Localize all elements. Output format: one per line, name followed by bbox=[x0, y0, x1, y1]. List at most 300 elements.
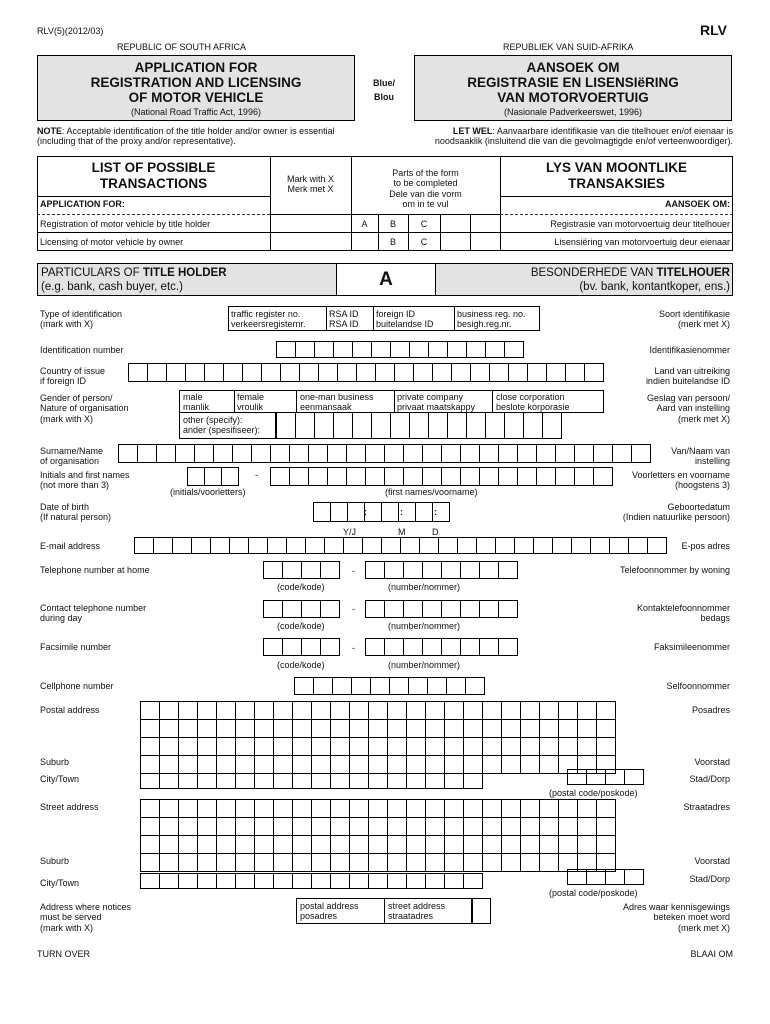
char-box[interactable] bbox=[572, 537, 591, 554]
char-box[interactable] bbox=[499, 561, 518, 579]
char-box[interactable] bbox=[407, 720, 426, 738]
char-box[interactable] bbox=[464, 773, 483, 789]
char-box[interactable] bbox=[414, 363, 433, 382]
first-names-input[interactable] bbox=[270, 467, 613, 486]
char-box[interactable] bbox=[385, 444, 404, 463]
char-box[interactable] bbox=[302, 638, 321, 656]
char-box[interactable] bbox=[369, 738, 388, 756]
char-box[interactable] bbox=[388, 773, 407, 789]
char-box[interactable] bbox=[321, 561, 340, 579]
char-box[interactable] bbox=[179, 756, 198, 774]
char-box[interactable] bbox=[160, 818, 179, 836]
char-box[interactable] bbox=[464, 756, 483, 774]
char-box[interactable] bbox=[505, 341, 524, 358]
char-box[interactable] bbox=[597, 738, 616, 756]
char-box[interactable] bbox=[521, 756, 540, 774]
char-box[interactable] bbox=[502, 854, 521, 872]
char-box[interactable] bbox=[366, 561, 385, 579]
char-box[interactable] bbox=[388, 854, 407, 872]
char-box[interactable] bbox=[445, 818, 464, 836]
char-box[interactable] bbox=[518, 467, 537, 486]
mark-licensing-checkbox[interactable] bbox=[271, 233, 350, 250]
char-box[interactable] bbox=[426, 873, 445, 889]
char-box[interactable] bbox=[283, 638, 302, 656]
char-box[interactable] bbox=[331, 502, 348, 522]
opt-other[interactable]: other (specify): ander (spesifiseer): bbox=[179, 412, 276, 439]
char-box[interactable] bbox=[271, 444, 290, 463]
opt-one-man-business[interactable]: one-man business eenmansaak bbox=[300, 392, 374, 413]
char-box[interactable] bbox=[442, 600, 461, 618]
char-box[interactable] bbox=[255, 773, 274, 789]
char-box[interactable] bbox=[587, 769, 606, 785]
char-box[interactable] bbox=[578, 800, 597, 818]
char-box[interactable] bbox=[480, 467, 499, 486]
char-box[interactable] bbox=[357, 363, 376, 382]
char-box[interactable] bbox=[325, 537, 344, 554]
opt-private-company[interactable]: private company privaat maatskappy bbox=[397, 392, 476, 413]
address-line[interactable] bbox=[141, 738, 616, 756]
char-box[interactable] bbox=[290, 444, 309, 463]
char-box[interactable] bbox=[483, 702, 502, 720]
opt-close-corporation[interactable]: close corporation beslote korporasie bbox=[496, 392, 570, 413]
char-box[interactable] bbox=[447, 677, 466, 695]
char-box[interactable] bbox=[423, 638, 442, 656]
char-box[interactable] bbox=[509, 363, 528, 382]
char-box[interactable] bbox=[464, 854, 483, 872]
char-box[interactable] bbox=[388, 800, 407, 818]
char-box[interactable] bbox=[334, 412, 353, 439]
char-box[interactable] bbox=[217, 800, 236, 818]
char-box[interactable] bbox=[540, 702, 559, 720]
char-box[interactable] bbox=[319, 363, 338, 382]
char-box[interactable] bbox=[211, 537, 230, 554]
char-box[interactable] bbox=[179, 720, 198, 738]
char-box[interactable] bbox=[515, 537, 534, 554]
char-box[interactable] bbox=[160, 738, 179, 756]
other-specify-input[interactable] bbox=[276, 412, 562, 439]
char-box[interactable] bbox=[369, 720, 388, 738]
char-box[interactable] bbox=[255, 702, 274, 720]
char-box[interactable] bbox=[293, 800, 312, 818]
char-box[interactable] bbox=[274, 800, 293, 818]
char-box[interactable] bbox=[314, 677, 333, 695]
char-box[interactable] bbox=[369, 800, 388, 818]
char-box[interactable] bbox=[521, 720, 540, 738]
char-box[interactable] bbox=[236, 720, 255, 738]
char-box[interactable] bbox=[255, 720, 274, 738]
char-box[interactable] bbox=[404, 561, 423, 579]
char-box[interactable] bbox=[312, 702, 331, 720]
char-box[interactable] bbox=[271, 467, 290, 486]
char-box[interactable] bbox=[302, 600, 321, 618]
char-box[interactable] bbox=[483, 836, 502, 854]
char-box[interactable] bbox=[293, 720, 312, 738]
char-box[interactable] bbox=[348, 502, 365, 522]
char-box[interactable] bbox=[217, 818, 236, 836]
char-box[interactable] bbox=[344, 537, 363, 554]
char-box[interactable] bbox=[198, 756, 217, 774]
char-box[interactable] bbox=[578, 738, 597, 756]
char-box[interactable] bbox=[331, 738, 350, 756]
char-box[interactable] bbox=[347, 467, 366, 486]
char-box[interactable] bbox=[502, 800, 521, 818]
char-box[interactable] bbox=[388, 702, 407, 720]
char-box[interactable] bbox=[222, 467, 239, 486]
char-box[interactable] bbox=[553, 537, 572, 554]
char-box[interactable] bbox=[464, 702, 483, 720]
char-box[interactable] bbox=[426, 854, 445, 872]
char-box[interactable] bbox=[445, 800, 464, 818]
char-box[interactable] bbox=[198, 836, 217, 854]
char-box[interactable] bbox=[416, 502, 433, 522]
char-box[interactable] bbox=[423, 561, 442, 579]
char-box[interactable] bbox=[499, 444, 518, 463]
char-box[interactable] bbox=[407, 773, 426, 789]
char-box[interactable] bbox=[388, 818, 407, 836]
char-box[interactable] bbox=[350, 836, 369, 854]
char-box[interactable] bbox=[575, 467, 594, 486]
char-box[interactable] bbox=[388, 873, 407, 889]
char-box[interactable] bbox=[505, 412, 524, 439]
char-box[interactable] bbox=[195, 444, 214, 463]
char-box[interactable] bbox=[321, 638, 340, 656]
char-box[interactable] bbox=[625, 869, 644, 885]
contact-code-input[interactable] bbox=[263, 600, 340, 618]
char-box[interactable] bbox=[274, 873, 293, 889]
char-box[interactable] bbox=[293, 854, 312, 872]
char-box[interactable] bbox=[461, 444, 480, 463]
char-box[interactable] bbox=[353, 412, 372, 439]
char-box[interactable] bbox=[445, 702, 464, 720]
char-box[interactable] bbox=[547, 363, 566, 382]
char-box[interactable] bbox=[521, 800, 540, 818]
char-box[interactable] bbox=[264, 638, 283, 656]
char-box[interactable] bbox=[448, 341, 467, 358]
char-box[interactable] bbox=[410, 412, 429, 439]
char-box[interactable] bbox=[338, 363, 357, 382]
char-box[interactable] bbox=[464, 836, 483, 854]
char-box[interactable] bbox=[388, 720, 407, 738]
char-box[interactable] bbox=[597, 800, 616, 818]
char-box[interactable] bbox=[141, 720, 160, 738]
contact-number-input[interactable] bbox=[365, 600, 518, 618]
char-box[interactable] bbox=[464, 818, 483, 836]
char-box[interactable] bbox=[433, 363, 452, 382]
char-box[interactable] bbox=[464, 873, 483, 889]
char-box[interactable] bbox=[480, 638, 499, 656]
char-box[interactable] bbox=[198, 800, 217, 818]
char-box[interactable] bbox=[483, 818, 502, 836]
char-box[interactable] bbox=[217, 738, 236, 756]
char-box[interactable] bbox=[255, 818, 274, 836]
char-box[interactable] bbox=[366, 467, 385, 486]
char-box[interactable] bbox=[388, 738, 407, 756]
char-box[interactable] bbox=[543, 412, 562, 439]
surname-input[interactable] bbox=[118, 444, 651, 463]
char-box[interactable] bbox=[556, 467, 575, 486]
char-box[interactable] bbox=[578, 818, 597, 836]
char-box[interactable] bbox=[331, 818, 350, 836]
char-box[interactable] bbox=[496, 537, 515, 554]
char-box[interactable] bbox=[186, 363, 205, 382]
char-box[interactable] bbox=[274, 854, 293, 872]
tel-home-number-input[interactable] bbox=[365, 561, 518, 579]
char-box[interactable] bbox=[390, 677, 409, 695]
postal-city-input[interactable] bbox=[140, 773, 483, 789]
char-box[interactable] bbox=[429, 341, 448, 358]
char-box[interactable] bbox=[480, 444, 499, 463]
char-box[interactable] bbox=[464, 800, 483, 818]
char-box[interactable] bbox=[426, 738, 445, 756]
char-box[interactable] bbox=[198, 818, 217, 836]
char-box[interactable] bbox=[328, 467, 347, 486]
char-box[interactable] bbox=[648, 537, 667, 554]
char-box[interactable] bbox=[217, 836, 236, 854]
char-box[interactable] bbox=[255, 836, 274, 854]
char-box[interactable] bbox=[179, 836, 198, 854]
char-box[interactable] bbox=[328, 444, 347, 463]
char-box[interactable] bbox=[295, 677, 314, 695]
char-box[interactable] bbox=[466, 677, 485, 695]
char-box[interactable] bbox=[300, 363, 319, 382]
char-box[interactable] bbox=[255, 738, 274, 756]
char-box[interactable] bbox=[283, 600, 302, 618]
char-box[interactable] bbox=[293, 873, 312, 889]
char-box[interactable] bbox=[428, 677, 447, 695]
char-box[interactable] bbox=[388, 756, 407, 774]
address-line[interactable] bbox=[141, 756, 616, 774]
char-box[interactable] bbox=[420, 537, 439, 554]
char-box[interactable] bbox=[376, 363, 395, 382]
char-box[interactable] bbox=[198, 720, 217, 738]
char-box[interactable] bbox=[365, 502, 382, 522]
tel-home-code-input[interactable] bbox=[263, 561, 340, 579]
char-box[interactable] bbox=[315, 341, 334, 358]
char-box[interactable] bbox=[409, 677, 428, 695]
opt-business-reg[interactable]: business reg. no. besigh.reg.nr. bbox=[457, 309, 526, 330]
char-box[interactable] bbox=[521, 702, 540, 720]
char-box[interactable] bbox=[423, 444, 442, 463]
char-box[interactable] bbox=[306, 537, 325, 554]
char-box[interactable] bbox=[606, 869, 625, 885]
char-box[interactable] bbox=[353, 341, 372, 358]
char-box[interactable] bbox=[281, 363, 300, 382]
fax-code-input[interactable] bbox=[263, 638, 340, 656]
char-box[interactable] bbox=[528, 363, 547, 382]
char-box[interactable] bbox=[350, 773, 369, 789]
char-box[interactable] bbox=[198, 873, 217, 889]
char-box[interactable] bbox=[442, 638, 461, 656]
char-box[interactable] bbox=[559, 702, 578, 720]
char-box[interactable] bbox=[426, 773, 445, 789]
char-box[interactable] bbox=[347, 444, 366, 463]
char-box[interactable] bbox=[236, 702, 255, 720]
char-box[interactable] bbox=[404, 444, 423, 463]
char-box[interactable] bbox=[268, 537, 287, 554]
char-box[interactable] bbox=[141, 702, 160, 720]
char-box[interactable] bbox=[312, 773, 331, 789]
char-box[interactable] bbox=[625, 769, 644, 785]
char-box[interactable] bbox=[350, 756, 369, 774]
char-box[interactable] bbox=[277, 412, 296, 439]
char-box[interactable] bbox=[331, 800, 350, 818]
char-box[interactable] bbox=[568, 869, 587, 885]
char-box[interactable] bbox=[423, 600, 442, 618]
char-box[interactable] bbox=[233, 444, 252, 463]
char-box[interactable] bbox=[382, 537, 401, 554]
char-box[interactable] bbox=[293, 836, 312, 854]
char-box[interactable] bbox=[274, 738, 293, 756]
char-box[interactable] bbox=[597, 702, 616, 720]
char-box[interactable] bbox=[442, 467, 461, 486]
char-box[interactable] bbox=[452, 363, 471, 382]
char-box[interactable] bbox=[366, 638, 385, 656]
char-box[interactable] bbox=[141, 873, 160, 889]
char-box[interactable] bbox=[407, 756, 426, 774]
char-box[interactable] bbox=[167, 363, 186, 382]
char-box[interactable] bbox=[591, 537, 610, 554]
char-box[interactable] bbox=[540, 800, 559, 818]
char-box[interactable] bbox=[391, 412, 410, 439]
char-box[interactable] bbox=[249, 537, 268, 554]
char-box[interactable] bbox=[486, 341, 505, 358]
char-box[interactable] bbox=[518, 444, 537, 463]
char-box[interactable] bbox=[277, 341, 296, 358]
char-box[interactable] bbox=[198, 854, 217, 872]
char-box[interactable] bbox=[135, 537, 154, 554]
id-number-input[interactable] bbox=[276, 341, 524, 358]
char-box[interactable] bbox=[461, 561, 480, 579]
char-box[interactable] bbox=[293, 756, 312, 774]
char-box[interactable] bbox=[192, 537, 211, 554]
char-box[interactable] bbox=[559, 818, 578, 836]
char-box[interactable] bbox=[521, 818, 540, 836]
char-box[interactable] bbox=[480, 600, 499, 618]
char-box[interactable] bbox=[597, 720, 616, 738]
char-box[interactable] bbox=[160, 873, 179, 889]
char-box[interactable] bbox=[499, 638, 518, 656]
char-box[interactable] bbox=[597, 818, 616, 836]
fax-number-input[interactable] bbox=[365, 638, 518, 656]
char-box[interactable] bbox=[255, 854, 274, 872]
char-box[interactable] bbox=[138, 444, 157, 463]
char-box[interactable] bbox=[448, 412, 467, 439]
char-box[interactable] bbox=[154, 537, 173, 554]
char-box[interactable] bbox=[173, 537, 192, 554]
char-box[interactable] bbox=[597, 836, 616, 854]
char-box[interactable] bbox=[236, 756, 255, 774]
char-box[interactable] bbox=[401, 537, 420, 554]
char-box[interactable] bbox=[160, 800, 179, 818]
char-box[interactable] bbox=[252, 444, 271, 463]
char-box[interactable] bbox=[264, 561, 283, 579]
postal-address-grid[interactable] bbox=[140, 701, 616, 774]
char-box[interactable] bbox=[214, 444, 233, 463]
char-box[interactable] bbox=[540, 836, 559, 854]
char-box[interactable] bbox=[610, 537, 629, 554]
char-box[interactable] bbox=[369, 702, 388, 720]
char-box[interactable] bbox=[205, 467, 222, 486]
char-box[interactable] bbox=[502, 836, 521, 854]
char-box[interactable] bbox=[578, 720, 597, 738]
char-box[interactable] bbox=[205, 363, 224, 382]
char-box[interactable] bbox=[350, 800, 369, 818]
char-box[interactable] bbox=[293, 773, 312, 789]
char-box[interactable] bbox=[426, 702, 445, 720]
mark-registration-checkbox[interactable] bbox=[271, 215, 350, 231]
char-box[interactable] bbox=[312, 800, 331, 818]
char-box[interactable] bbox=[559, 720, 578, 738]
char-box[interactable] bbox=[141, 854, 160, 872]
char-box[interactable] bbox=[483, 800, 502, 818]
char-box[interactable] bbox=[350, 854, 369, 872]
char-box[interactable] bbox=[331, 854, 350, 872]
char-box[interactable] bbox=[331, 836, 350, 854]
char-box[interactable] bbox=[502, 720, 521, 738]
char-box[interactable] bbox=[429, 412, 448, 439]
char-box[interactable] bbox=[255, 873, 274, 889]
char-box[interactable] bbox=[312, 836, 331, 854]
char-box[interactable] bbox=[331, 756, 350, 774]
dob-input[interactable] bbox=[313, 502, 450, 522]
char-box[interactable] bbox=[274, 818, 293, 836]
char-box[interactable] bbox=[369, 836, 388, 854]
address-line[interactable] bbox=[141, 702, 616, 720]
char-box[interactable] bbox=[540, 756, 559, 774]
char-box[interactable] bbox=[537, 444, 556, 463]
char-box[interactable] bbox=[160, 720, 179, 738]
char-box[interactable] bbox=[141, 836, 160, 854]
char-box[interactable] bbox=[388, 836, 407, 854]
char-box[interactable] bbox=[490, 363, 509, 382]
char-box[interactable] bbox=[350, 720, 369, 738]
char-box[interactable] bbox=[461, 467, 480, 486]
char-box[interactable] bbox=[540, 818, 559, 836]
email-input[interactable] bbox=[134, 537, 667, 554]
char-box[interactable] bbox=[423, 467, 442, 486]
char-box[interactable] bbox=[540, 720, 559, 738]
country-input[interactable] bbox=[128, 363, 604, 382]
char-box[interactable] bbox=[407, 836, 426, 854]
char-box[interactable] bbox=[445, 854, 464, 872]
char-box[interactable] bbox=[407, 702, 426, 720]
char-box[interactable] bbox=[262, 363, 281, 382]
char-box[interactable] bbox=[179, 854, 198, 872]
char-box[interactable] bbox=[369, 818, 388, 836]
char-box[interactable] bbox=[502, 756, 521, 774]
char-box[interactable] bbox=[217, 720, 236, 738]
char-box[interactable] bbox=[309, 467, 328, 486]
char-box[interactable] bbox=[129, 363, 148, 382]
street-address-grid[interactable] bbox=[140, 799, 616, 872]
char-box[interactable] bbox=[521, 836, 540, 854]
char-box[interactable] bbox=[442, 561, 461, 579]
char-box[interactable] bbox=[502, 702, 521, 720]
char-box[interactable] bbox=[445, 720, 464, 738]
char-box[interactable] bbox=[445, 836, 464, 854]
char-box[interactable] bbox=[585, 363, 604, 382]
char-box[interactable] bbox=[464, 720, 483, 738]
char-box[interactable] bbox=[236, 854, 255, 872]
char-box[interactable] bbox=[445, 773, 464, 789]
char-box[interactable] bbox=[426, 836, 445, 854]
char-box[interactable] bbox=[404, 600, 423, 618]
char-box[interactable] bbox=[464, 738, 483, 756]
char-box[interactable] bbox=[477, 537, 496, 554]
char-box[interactable] bbox=[293, 738, 312, 756]
char-box[interactable] bbox=[391, 341, 410, 358]
char-box[interactable] bbox=[369, 854, 388, 872]
